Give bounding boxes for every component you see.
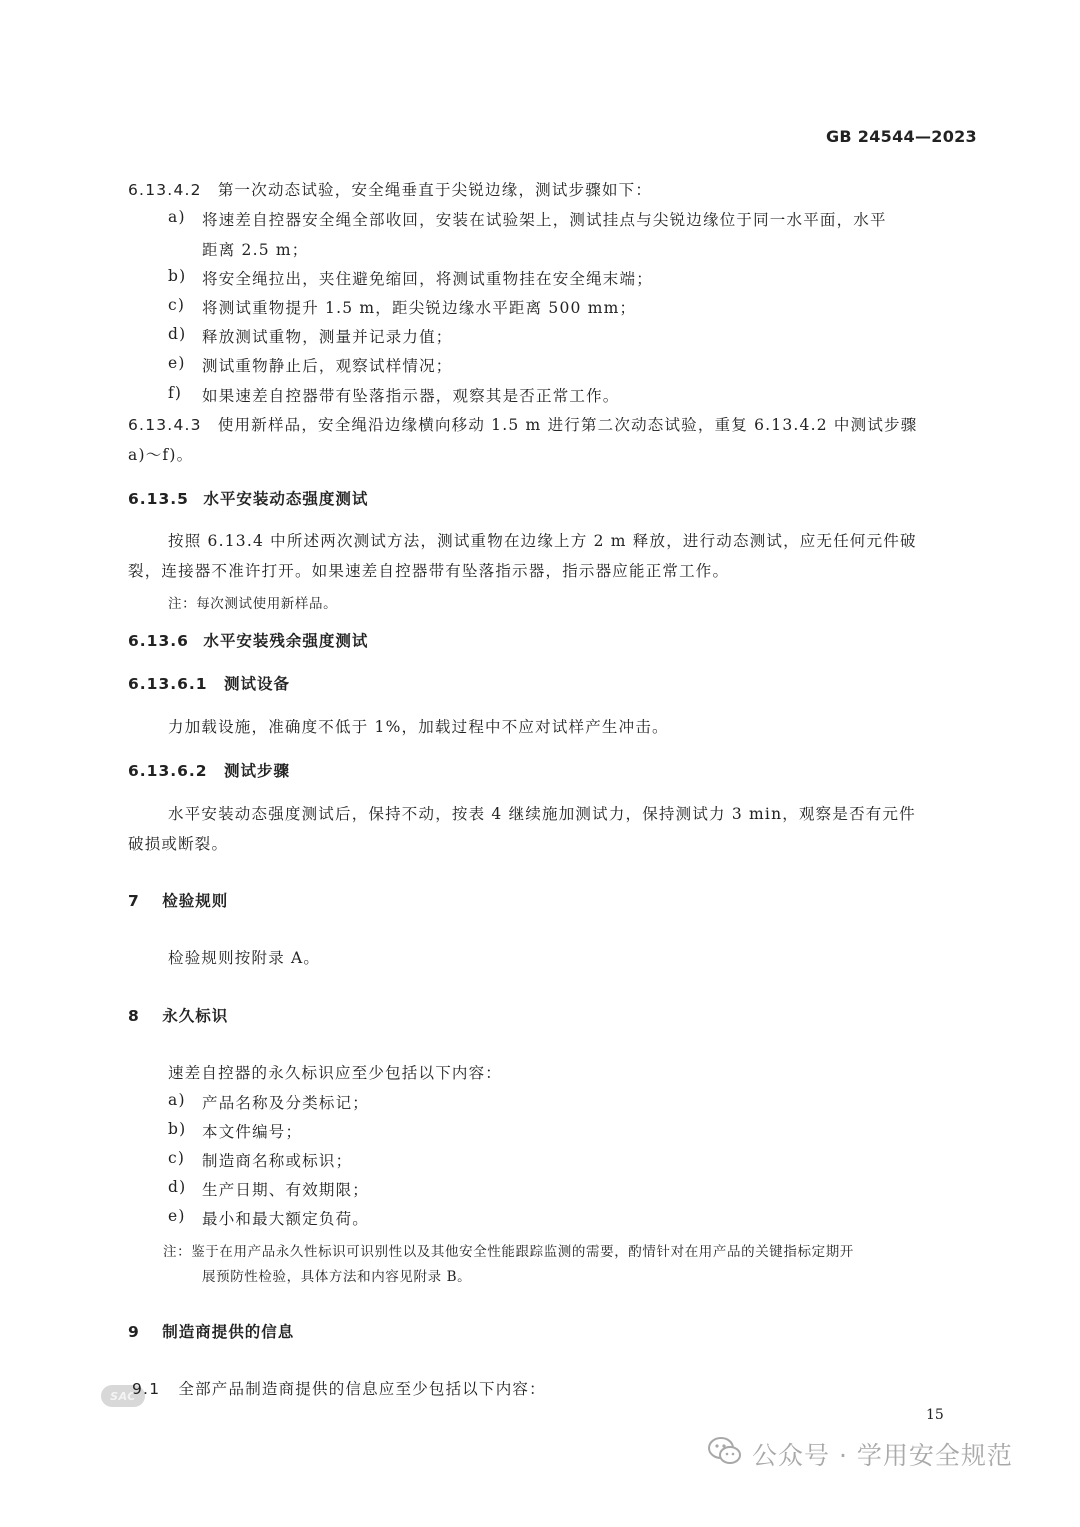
section-heading-8 xyxy=(128,1004,228,1026)
item-text: 产品名称及分类标记； xyxy=(202,1094,370,1112)
item-text: 本文件编号； xyxy=(202,1123,303,1141)
note: 注：每次测试使用新样品。 xyxy=(168,596,338,612)
paragraph: 水平安装动态强度测试后，保持不动，按表 4 继续施加测试力，保持测试力 3 min，观察是否有元件 xyxy=(168,805,916,823)
paragraph-continued: 裂，连接器不准许打开。如果速差自控器带有坠落指示器，指示器应能正常工作。 xyxy=(128,562,730,580)
section-number: 9 xyxy=(128,1323,140,1341)
section-number: 7 xyxy=(128,892,140,910)
note: 注：鉴于在用产品永久性标识可识别性以及其他安全性能跟踪监测的需要，酌情针对在用产品的关键指标定期开 xyxy=(163,1244,854,1260)
item-label: b) xyxy=(168,267,187,285)
paragraph: 按照 6.13.4 中所述两次测试方法，测试重物在边缘上方 2 m 释放，进行动态测试，应无任何元件破 xyxy=(168,532,917,550)
item-label: c) xyxy=(168,296,186,314)
section-heading-6-13-6-1 xyxy=(128,672,290,694)
section-number: 6.13.5 xyxy=(128,490,189,508)
section-title: 永久标识 xyxy=(162,1007,229,1025)
section-heading-9 xyxy=(128,1320,294,1342)
list-item xyxy=(168,1207,370,1228)
item-text: 最小和最大额定负荷。 xyxy=(202,1210,370,1228)
clause-text: 使用新样品，安全绳沿边缘横向移动 1.5 m 进行第二次动态试验，重复 6.13.4.2 中测试步骤 xyxy=(217,416,918,434)
watermark xyxy=(708,1436,1013,1472)
list-item xyxy=(168,1091,370,1112)
item-text: 制造商名称或标识； xyxy=(202,1152,353,1170)
clause-6-13-4-3 xyxy=(128,413,917,435)
section-title: 制造商提供的信息 xyxy=(162,1323,295,1341)
clause-text: 第一次动态试验，安全绳垂直于尖锐边缘，测试步骤如下： xyxy=(217,181,653,199)
item-label: b) xyxy=(168,1120,187,1138)
section-title: 测试设备 xyxy=(224,675,291,693)
section-heading-6-13-5 xyxy=(128,487,368,509)
list-item xyxy=(168,1120,303,1141)
item-label: a) xyxy=(168,1091,186,1109)
item-text: 释放测试重物，测量并记录力值； xyxy=(202,328,453,346)
watermark-text: 公众号 · 学用安全规范 xyxy=(752,1441,1013,1470)
section-title: 水平安装残余强度测试 xyxy=(203,632,369,650)
item-label: d) xyxy=(168,1178,187,1196)
section-number: 6.13.6.2 xyxy=(128,762,208,780)
section-heading-6-13-6-2 xyxy=(128,759,290,781)
list-item xyxy=(168,1149,353,1170)
clause-9-1 xyxy=(132,1377,546,1399)
item-label: a) xyxy=(168,208,186,226)
item-label: e) xyxy=(168,354,186,372)
section-number: 6.13.6.1 xyxy=(128,675,208,693)
list-item xyxy=(168,296,637,317)
item-text: 将测试重物提升 1.5 m，距尖锐边缘水平距离 500 mm； xyxy=(202,299,637,317)
clause-6-13-4-2 xyxy=(128,178,652,200)
section-heading-7 xyxy=(128,889,228,911)
clause-number: 6.13.4.2 xyxy=(128,181,202,199)
document-id: GB 24544—2023 xyxy=(826,127,977,146)
wechat-icon xyxy=(708,1436,742,1472)
paragraph: 力加载设施，准确度不低于 1%，加载过程中不应对试样产生冲击。 xyxy=(168,718,669,736)
section-title: 水平安装动态强度测试 xyxy=(203,490,369,508)
section-number: 8 xyxy=(128,1007,140,1025)
item-label: e) xyxy=(168,1207,186,1225)
item-text: 测试重物静止后，观察试样情况； xyxy=(202,357,453,375)
item-label: c) xyxy=(168,1149,186,1167)
clause-text: 全部产品制造商提供的信息应至少包括以下内容： xyxy=(178,1380,546,1398)
list-item xyxy=(168,354,453,375)
clause-number: 9.1 xyxy=(132,1380,161,1398)
item-text-continued: 距离 2.5 m； xyxy=(202,241,309,259)
paragraph: 检验规则按附录 A。 xyxy=(168,949,321,967)
paragraph-continued: 破损或断裂。 xyxy=(128,835,229,853)
section-title: 检验规则 xyxy=(162,892,229,910)
paragraph: 速差自控器的永久标识应至少包括以下内容： xyxy=(168,1064,503,1082)
item-text: 将安全绳拉出，夹住避免缩回，将测试重物挂在安全绳末端； xyxy=(202,270,653,288)
page-number: 15 xyxy=(926,1407,944,1423)
sac-logo: SAC xyxy=(101,1385,145,1407)
item-label: d) xyxy=(168,325,187,343)
list-item xyxy=(168,267,653,288)
list-item xyxy=(168,1178,370,1199)
section-title: 测试步骤 xyxy=(224,762,291,780)
clause-number: 6.13.4.3 xyxy=(128,416,202,434)
section-number: 6.13.6 xyxy=(128,632,189,650)
item-label: f) xyxy=(168,384,183,402)
clause-text-continued: a)～f)。 xyxy=(128,446,194,464)
item-text: 将速差自控器安全绳全部收回，安装在试验架上，测试挂点与尖锐边缘位于同一水平面，水平 xyxy=(202,211,887,229)
item-text: 生产日期、有效期限； xyxy=(202,1181,370,1199)
list-item xyxy=(168,208,887,229)
section-heading-6-13-6 xyxy=(128,629,368,651)
item-text: 如果速差自控器带有坠落指示器，观察其是否正常工作。 xyxy=(202,387,620,405)
list-item xyxy=(168,384,620,405)
list-item xyxy=(168,325,453,346)
note-continued: 展预防性检验，具体方法和内容见附录 B。 xyxy=(202,1269,472,1285)
